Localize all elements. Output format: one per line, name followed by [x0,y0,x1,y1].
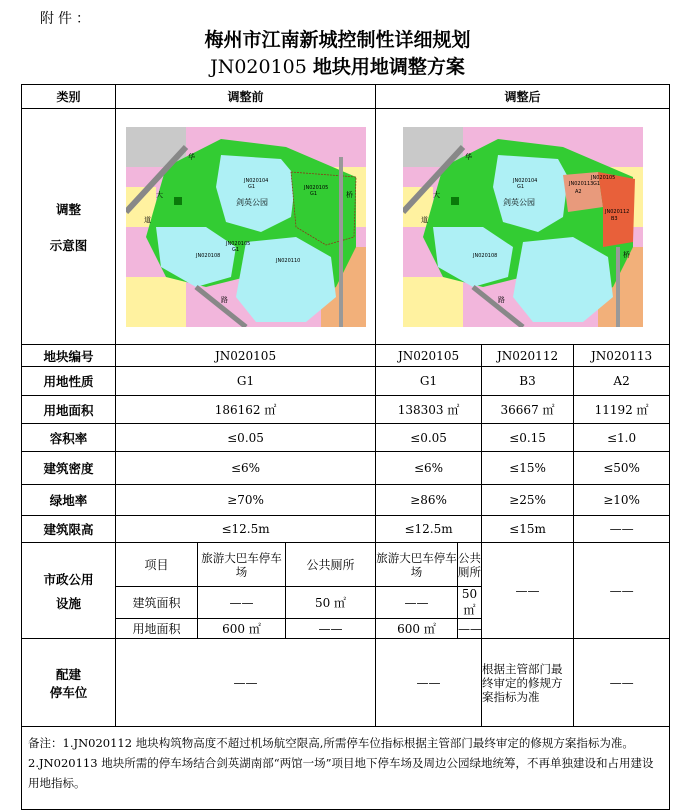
parking-label-line2: 停车位 [49,684,88,700]
after-height-b3: ≤15m [482,516,574,543]
page-subtitle [0,52,675,79]
municipal-label-line1: 市政公用 [43,571,94,587]
subtitle-text: 地块用地调整方案 [312,56,465,78]
svg-text:JN020112: JN020112 [604,208,629,215]
map-after-cell [376,109,670,345]
label-municipal [22,543,116,639]
svg-text:道: 道 [420,215,428,224]
note-1: 备注：1.JN020112 地块构筑物高度不超过机场航空限高,所需停车位指标根据主管部门最终审定的修规方案指标为准。 [28,736,634,750]
svg-text:A2: A2 [574,188,582,195]
attachment-label: 附件： [40,11,94,27]
svg-text:JN020104: JN020104 [512,177,537,184]
svg-text:JN020105: JN020105 [303,184,328,191]
before-bus-parking-header: 旅游大巴车停车场 [198,543,286,587]
before-height: ≤12.5m [116,516,376,543]
row-area [22,396,670,424]
row-land-use [22,367,670,396]
after-land-use-a2: A2 [574,367,670,396]
after-land-use-g1: G1 [376,367,482,396]
before-density: ≤6% [116,452,376,485]
parking-label-line1: 配建 [55,666,81,682]
after-toilet-build-area: 50 ㎡ [458,587,482,619]
municipal-land-area-label: 用地面积 [116,619,198,639]
after-bus-parking-header: 旅游大巴车停车场 [376,543,458,587]
svg-text:JN020108: JN020108 [195,252,220,259]
after-green-g1: ≥86% [376,485,482,516]
after-far-b3: ≤0.15 [482,424,574,452]
row-municipal-head [22,543,670,587]
map-after [403,127,643,327]
after-parcel-no-g1: JN020105 [376,345,482,367]
map-label-line2: 示意图 [49,237,88,253]
svg-text:JN020110: JN020110 [275,257,300,264]
after-area-a2: 11192 ㎡ [574,396,670,424]
svg-text:JN020108: JN020108 [472,252,497,259]
before-toilet-land-area: —— [286,619,376,639]
before-parcel-no: JN020105 [116,345,376,367]
svg-text:桥: 桥 [345,190,353,199]
after-density-a2: ≤50% [574,452,670,485]
label-land-use: 用地性质 [22,367,116,396]
after-municipal-a2: —— [574,543,670,639]
svg-text:G1: G1 [231,246,239,253]
before-bus-build-area: —— [198,587,286,619]
before-area: 186162 ㎡ [116,396,376,424]
svg-text:大: 大 [155,190,163,199]
before-toilet-build-area: 50 ㎡ [286,587,376,619]
after-green-b3: ≥25% [482,485,574,516]
header-after: 调整后 [376,85,670,109]
after-parcel-no-b3: JN020112 [482,345,574,367]
after-density-g1: ≤6% [376,452,482,485]
row-parking [22,639,670,727]
svg-text:JN020105: JN020105 [590,174,615,181]
after-toilet-header: 公共厕所 [458,543,482,587]
svg-text:G1: G1 [516,183,524,190]
svg-text:路: 路 [220,295,228,304]
after-bus-land-area: 600 ㎡ [376,619,458,639]
after-far-a2: ≤1.0 [574,424,670,452]
note-2: 2.JN020113 地块所需的停车场结合剑英湖南部“两馆一场”项目地下停车场及周边公园绿地统筹，不再单独建设和占用建设用地指标。 [28,756,654,790]
svg-text:G1: G1 [592,180,600,187]
map-label-line1: 调整 [55,201,81,217]
after-toilet-land-area: —— [458,619,482,639]
map-before [126,127,366,327]
after-far-g1: ≤0.05 [376,424,482,452]
after-area-b3: 36667 ㎡ [482,396,574,424]
svg-text:B3: B3 [610,215,618,222]
row-far [22,424,670,452]
row-green [22,485,670,516]
map-row [22,109,670,345]
map-before-cell [116,109,376,345]
svg-text:桥: 桥 [622,250,630,259]
after-parking-g1: —— [376,639,482,727]
map-after-park-label: 剑英公园 [502,197,535,207]
page-title: 梅州市江南新城控制性详细规划 [204,29,471,51]
municipal-build-area-label: 建筑面积 [116,587,198,619]
row-height [22,516,670,543]
svg-text:道: 道 [143,215,151,224]
label-height: 建筑限高 [22,516,116,543]
after-height-g1: ≤12.5m [376,516,482,543]
before-bus-land-area: 600 ㎡ [198,619,286,639]
svg-text:G1: G1 [247,183,255,190]
after-parking-b3: 根据主管部门最终审定的修规方案指标为准 [482,639,574,727]
label-density: 建筑密度 [22,452,116,485]
adjustment-table [21,84,670,810]
after-green-a2: ≥10% [574,485,670,516]
svg-text:JN020113: JN020113 [568,180,593,187]
svg-text:G1: G1 [309,190,317,197]
after-parcel-no-a2: JN020113 [574,345,670,367]
label-green: 绿地率 [22,485,116,516]
header-before: 调整前 [116,85,376,109]
after-height-a2: —— [574,516,670,543]
label-area: 用地面积 [22,396,116,424]
svg-text:华: 华 [464,152,472,161]
before-green: ≥70% [116,485,376,516]
subtitle-code: JN020105 [210,56,307,78]
before-toilet-header: 公共厕所 [286,543,376,587]
label-parcel-no: 地块编号 [22,345,116,367]
before-far: ≤0.05 [116,424,376,452]
map-before-park-label: 剑英公园 [235,197,268,207]
after-land-use-b3: B3 [482,367,574,396]
municipal-label-line2: 设施 [55,595,81,611]
svg-text:JN020105: JN020105 [225,240,250,247]
municipal-item-header: 项目 [116,543,198,587]
label-parking [22,639,116,727]
svg-text:路: 路 [497,295,505,304]
after-density-b3: ≤15% [482,452,574,485]
header-category: 类别 [22,85,116,109]
after-municipal-b3: —— [482,543,574,639]
after-area-g1: 138303 ㎡ [376,396,482,424]
row-density [22,452,670,485]
row-notes [22,727,670,810]
svg-text:JN020104: JN020104 [243,177,268,184]
label-far: 容积率 [22,424,116,452]
after-parking-a2: —— [574,639,670,727]
svg-text:华: 华 [187,152,195,161]
notes-cell [22,727,670,810]
before-land-use: G1 [116,367,376,396]
row-parcel-no [22,345,670,367]
after-bus-build-area: —— [376,587,458,619]
header-row [22,85,670,109]
before-parking: —— [116,639,376,727]
svg-text:大: 大 [432,190,440,199]
map-row-label [22,109,116,345]
